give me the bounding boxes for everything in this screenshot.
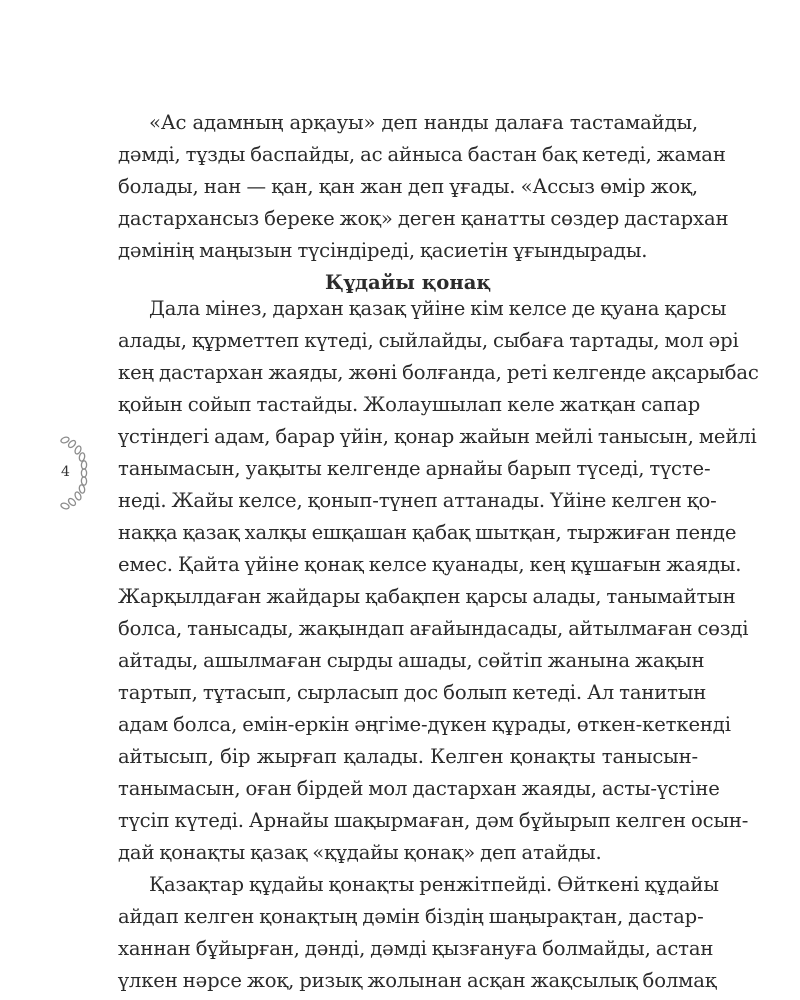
text-line: Жарқылдаған жайдары қабақпен қарсы алады, танымайтын [118,585,736,608]
text-line: «Ас адамның арқауы» деп нанды далаға тастамайды, [149,111,698,134]
text-line: наққа қазақ халқы ешқашан қабақ шытқан, тыржиған пенде [118,521,737,544]
text-line: алады, құрметтеп күтеді, сыйлайды, сыбаға тартады, мол әрі [118,329,739,352]
text-line: дәмді, тұзды баспайды, ас айныса бастан бақ кетеді, жаман [118,143,726,166]
text-line: дастархансыз береке жоқ» деген қанатты сөздер дастархан [118,207,729,230]
text-line: болады, нан — қан, қан жан деп ұғады. «Ассыз өмір жоқ, [118,175,698,198]
section-heading: Құдайы қонақ [325,271,491,294]
text-line: кең дастархан жаяды, жөні болғанда, реті келгенде ақсарыбас [118,361,759,384]
text-line: болса, танысады, жақындап ағайындасады, айтылмаған сөзді [118,617,749,640]
text-line: Қазақтар құдайы қонақты ренжітпейді. Өйткені құдайы [149,873,719,896]
text-line: дай қонақты қазақ «құдайы қонақ» деп атайды. [118,841,602,864]
text-line: айдап келген қонақтың дәмін біздің шаңырақтан, дастар- [118,905,704,928]
text-line: адам болса, емін-еркін әңгіме-дүкен құрады, өткен-кеткенді [118,713,731,736]
text-line: дәмінің маңызын түсіндіреді, қасиетін ұғындырады. [118,239,648,262]
text-line: үстіндегі адам, барар үйін, қонар жайын мейлі танысын, мейлі [118,425,757,448]
text-line: ханнан бұйырған, дәнді, дәмді қызғануға болмайды, астан [118,937,714,960]
text-line: танымасын, уақыты келгенде арнайы барып түседі, түсте- [118,457,711,480]
text-line: Дала мінез, дархан қазақ үйіне кім келсе де қуана қарсы [149,297,727,320]
text-line: айтысып, бір жырғап қалады. Келген қонақты танысын- [118,745,698,768]
text-line: тартып, тұтасып, сырласып дос болып кетеді. Ал танитын [118,681,707,704]
text-line: неді. Жайы келсе, қонып-түнеп аттанады. Үйіне келген қо- [118,489,717,512]
text-line: қойын сойып тастайды. Жолаушылап келе жатқан сапар [118,393,701,416]
page-number: 4 [61,464,70,480]
text-line: үлкен нәрсе жоқ, ризық жолынан асқан жақсылық болмақ [118,969,717,992]
text-line: танымасын, оған бірдей мол дастархан жаяды, асты-үстіне [118,777,720,800]
text-line: түсіп күтеді. Арнайы шақырмаған, дәм бұйырып келген осын- [118,809,749,832]
text-line: айтады, ашылмаған сырды ашады, сөйтіп жанына жақын [118,649,705,672]
text-line: емес. Қайта үйіне қонақ келсе қуанады, кең құшағын жаяды. [118,553,742,576]
